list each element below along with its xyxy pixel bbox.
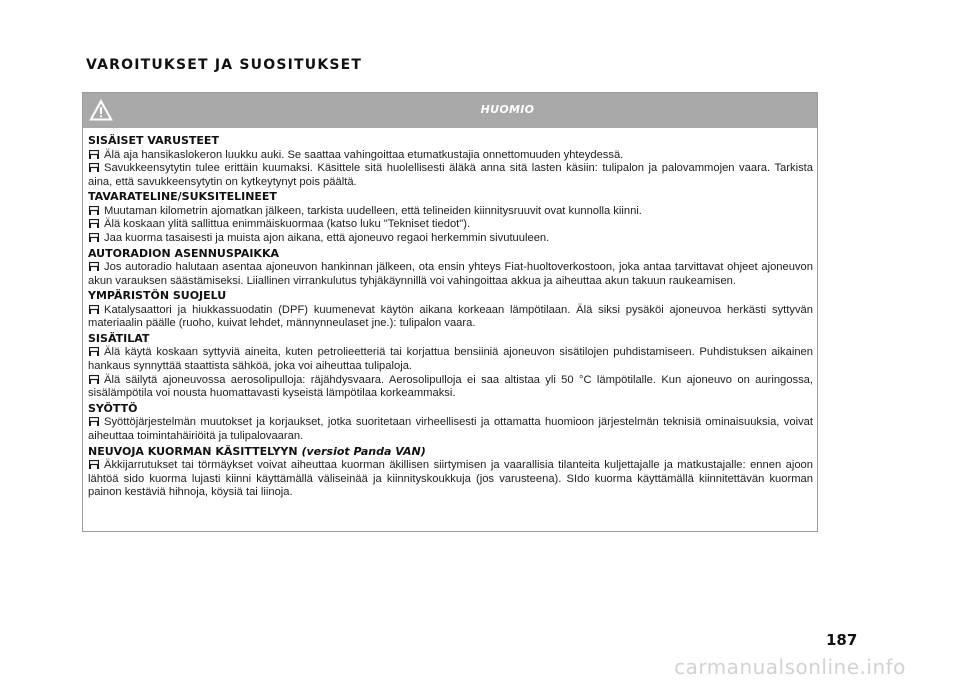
list-item-text: Älä säilytä ajoneuvossa aerosolipulloja: räjähdysvaara. Aerosolipulloja ei saa altistaa yli 50 °C lämpötilalle. Kun ajoneuvo on auringossa, sisälämpötila voi nousta huomattavasti kyseistä lämpötilaa korkeammaksi. (88, 373, 813, 400)
list-item (88, 218, 813, 232)
list-item-text: Jaa kuorma tasaisesti ja muista ajon aikana, että ajoneuvo regaoi herkemmin sivutuuleen. (104, 231, 550, 244)
list-item-text: Katalysaattori ja hiukkassuodatin (DPF) kuumenevat käytön aikana korkeaan lämpötilaan. Älä siksi pysäköi ajoneuvoa herkästi syttyvän materiaalin päälle (ruoho, kuivat lehdet, männynneulaset jne.): tulipalon vaara. (88, 303, 813, 330)
list-item (88, 416, 813, 443)
section-heading (88, 289, 813, 304)
bullet-icon (89, 417, 99, 426)
list-item (88, 205, 813, 219)
list-item-text: Älä käytä koskaan syttyviä aineita, kuten petrolieetteriä tai korjattua bensiiniä ajoneuvon sisätilojen puhdistamiseen. Puhdistuksen aikainen hankaus synnyttää staattista sähköä, joka voi aiheuttaa tulipaloja. (88, 346, 813, 373)
bullet-icon (89, 150, 99, 159)
bullet-icon (89, 460, 99, 469)
section-heading-text: SYÖTTÖ (88, 401, 138, 415)
section-heading-subtitle: (versiot Panda VAN) (301, 444, 426, 458)
notice-box (82, 92, 818, 532)
section-heading (88, 134, 813, 149)
bullet-icon (89, 375, 99, 384)
list-item (88, 346, 813, 373)
notice-header (83, 93, 817, 128)
notice-body (83, 128, 817, 500)
section-heading-text: AUTORADION ASENNUSPAIKKA (88, 246, 279, 260)
list-item-text: Muutaman kilometrin ajomatkan jälkeen, tarkista uudelleen, että telineiden kiinnitysruuvit ovat kunnolla kiinni. (104, 204, 642, 217)
list-item-text: Jos autoradio halutaan asentaa ajoneuvon hankinnan jälkeen, ota ensin yhteys Fiat-huoltoverkostoon, joka antaa tarvittavat ohjeet ajoneuvon akun varauksen säästämiseksi. Liiallinen virrankulutus tyhjäkäynnillä voi vahingoittaa akkua ja aiheuttaa akun takuun raukeamisen. (88, 261, 813, 287)
list-item (88, 162, 813, 189)
section-heading (88, 445, 813, 460)
list-item (88, 459, 813, 500)
bullet-icon (89, 262, 99, 271)
bullet-icon (89, 347, 99, 356)
notice-label: HUOMIO (480, 103, 535, 116)
list-item (88, 304, 813, 331)
bullet-icon (89, 305, 99, 314)
section-heading-text: TAVARATELINE/SUKSITELINEET (88, 190, 277, 204)
bullet-icon (89, 163, 99, 172)
section-heading-text: YMPÄRISTÖN SUOJELU (88, 289, 227, 303)
list-item-text: Älä koskaan ylitä sallittua enimmäiskuormaa (katso luku "Tekniset tiedot"). (104, 218, 471, 231)
list-item (88, 374, 813, 401)
section-heading-text: SISÄTILAT (88, 331, 150, 345)
bullet-icon (89, 206, 99, 215)
bullet-icon (89, 219, 99, 228)
list-item (88, 261, 813, 288)
list-item (88, 149, 813, 163)
list-item-text: Äkkijarrutukset tai törmäykset voivat aiheuttaa kuorman äkillisen siirtymisen ja vaarallisia tilanteita kuljettajalle ja matkustajalle: ennen ajoon lähtöä sido kuorma lujasti kiinni käyttämällä väliseinää ja kiinnityskoukkuja (jos varusteena). SIdo kuorma käyttämällä kiinnitettävän kuorman painon kestäviä hihnoja, köysiä tai liinoja. (88, 459, 813, 499)
section-heading-text: NEUVOJA KUORMAN KÄSITTELYYN (88, 444, 298, 458)
watermark: carmanualsonline.info (674, 655, 906, 679)
list-item-text: Syöttöjärjestelmän muutokset ja korjaukset, jotka suoritetaan virheellisesti ja ottamatta huomioon järjestelmän teknisiä ominaisuuksia, voivat aiheuttaa toimintahäiriöitä ja tulipalovaaran. (88, 416, 813, 442)
section-heading (88, 247, 813, 262)
section-heading-text: SISÄISET VARUSTEET (88, 134, 219, 147)
section-heading (88, 190, 813, 205)
section-heading (88, 402, 813, 417)
list-item (88, 232, 813, 246)
bullet-icon (89, 233, 99, 242)
page-number: 187 (826, 631, 858, 649)
list-item-text: Älä aja hansikaslokeron luukku auki. Se saattaa vahingoittaa etumatkustajia onnettomuuden yhteydessä. (104, 148, 624, 161)
list-item-text: Savukkeensytytin tulee erittäin kuumaksi. Käsittele sitä huolellisesti äläkä anna sitä lasten käsiin: tulipalon ja palovammojen vaara. Tarkista aina, että savukkeensytytin on kytkeytynyt pois päältä. (88, 162, 813, 188)
page-title: VAROITUKSET JA SUOSITUKSET (86, 57, 363, 73)
section-heading (88, 332, 813, 347)
